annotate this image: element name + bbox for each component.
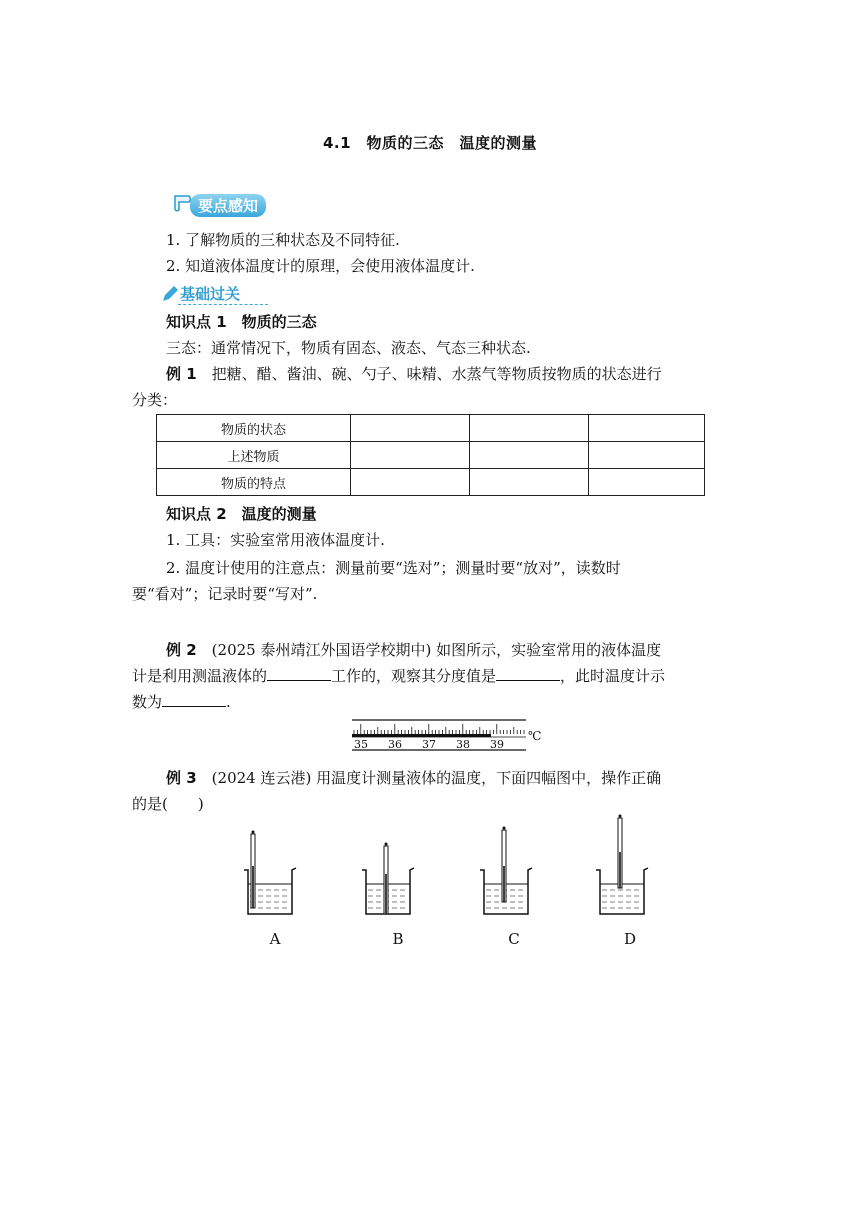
example2-text-b: 工作的，观察其分度值是 (331, 667, 497, 685)
table-cell (351, 415, 470, 442)
table-cell (351, 469, 470, 496)
key-point-2: 2. 知道液体温度计的原理，会使用液体温度计. (166, 257, 475, 275)
table-cell (351, 442, 470, 469)
choice-c[interactable]: C (508, 930, 520, 948)
table-cell (470, 415, 589, 442)
kp2-item1: 1. 工具：实验室常用液体温度计. (166, 531, 385, 549)
kp1-heading: 知识点 1 物质的三态 (166, 313, 317, 331)
example3-label: 例 3 (166, 769, 197, 787)
liquid-column (352, 734, 491, 737)
thermometer-scale (354, 724, 524, 734)
beaker-d (596, 815, 648, 915)
kp2-heading: 知识点 2 温度的测量 (166, 505, 317, 523)
table-cell (470, 469, 589, 496)
example2-line1 (166, 638, 661, 662)
example3-text: (2024 连云港) 用温度计测量液体的温度，下面四幅图中，操作正确 (196, 769, 662, 787)
table-row (157, 442, 705, 469)
basics-badge (160, 282, 270, 306)
kp2-item2-line2: 要“看对”；记录时要“写对”. (132, 585, 318, 603)
example2-text-c: ，此时温度计示 (560, 667, 666, 685)
unit-celsius: ℃ (528, 729, 542, 743)
choice-d[interactable]: D (623, 930, 637, 948)
beaker-a (244, 831, 296, 915)
pencil-icon (160, 284, 180, 304)
kp1-text: 三态：通常情况下，物质有固态、液态、气态三种状态. (166, 339, 531, 357)
choice-b[interactable]: B (392, 930, 404, 948)
beaker-figures (230, 812, 670, 922)
example2-line2 (132, 664, 665, 688)
example2-text: (2025 泰州靖江外国语学校期中) 如图所示，实验室常用的液体温度 (196, 641, 662, 659)
answer-blank[interactable] (162, 690, 226, 707)
classification-table (156, 414, 705, 496)
beaker-b (362, 843, 414, 915)
key-points-label: 要点感知 (190, 194, 266, 217)
scale-label: 35 (354, 738, 368, 751)
kp2-item2-line1: 2. 温度计使用的注意点：测量前要“选对”；测量时要“放对”，读数时 (166, 559, 621, 577)
scale-label: 36 (388, 738, 402, 751)
example2-text-d: 数为 (132, 693, 163, 711)
table-cell (589, 469, 705, 496)
table-row (157, 469, 705, 496)
example1-label: 例 1 (166, 365, 197, 383)
table-row (157, 415, 705, 442)
example2-line3 (132, 690, 231, 714)
beaker-c (480, 827, 532, 915)
example1-line2: 分类： (132, 391, 178, 409)
example2-text-a: 计是利用测温液体的 (132, 667, 268, 685)
scale-label: 38 (456, 738, 470, 751)
basics-label: 基础过关 (180, 285, 241, 303)
table-row-label: 上述物质 (157, 442, 351, 469)
key-point-1: 1. 了解物质的三种状态及不同特征. (166, 231, 400, 249)
example2-text-e: . (226, 693, 231, 711)
example1-line1 (166, 362, 662, 386)
answer-blank[interactable] (267, 664, 331, 681)
choice-a[interactable]: A (269, 930, 281, 948)
answer-blank[interactable] (496, 664, 560, 681)
table-row-label: 物质的状态 (157, 415, 351, 442)
example3-line1 (166, 766, 661, 790)
page-title: 4.1 物质的三态 温度的测量 (322, 134, 538, 152)
table-cell (589, 442, 705, 469)
thermometer-figure (346, 716, 546, 754)
table-cell (470, 442, 589, 469)
scale-label: 37 (422, 738, 436, 751)
table-row-label: 物质的特点 (157, 469, 351, 496)
table-cell (589, 415, 705, 442)
example3-line2: 的是( ) (132, 795, 204, 813)
example1-text: 把糖、醋、酱油、碗、勺子、味精、水蒸气等物质按物质的状态进行 (196, 365, 662, 383)
example2-label: 例 2 (166, 641, 197, 659)
scale-label: 39 (490, 738, 504, 751)
